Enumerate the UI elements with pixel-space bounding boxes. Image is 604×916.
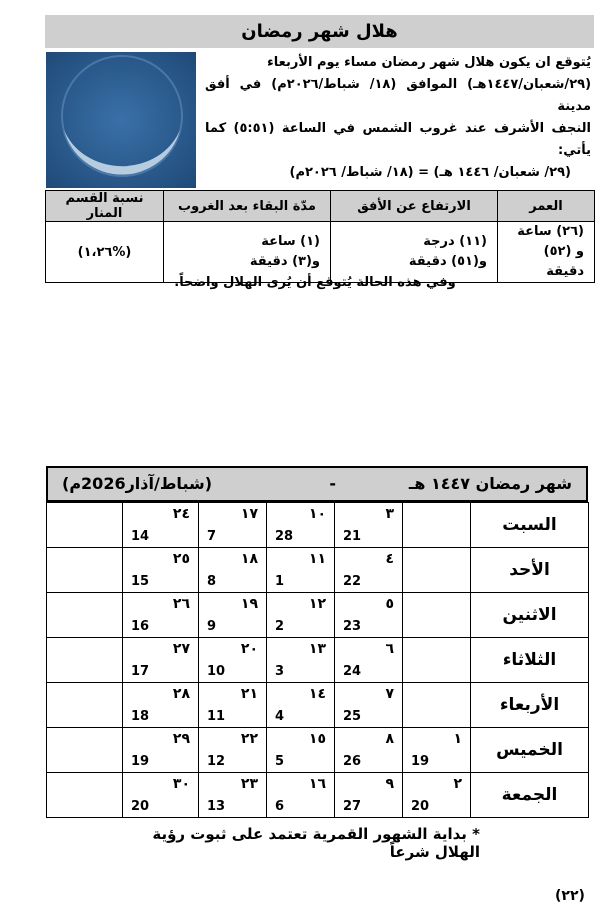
hijri-date: ٢٨ — [172, 686, 190, 702]
hijri-date: ٩ — [385, 776, 394, 792]
calendar-cell — [335, 593, 403, 638]
intro-line-3: النجف الأشرف عند غروب الشمس في الساعة (٥:٥١) كما يأتي: — [205, 121, 592, 158]
calendar-cell — [335, 683, 403, 728]
gregorian-date: 26 — [343, 754, 362, 769]
calendar-header-dash: - — [329, 474, 336, 493]
calendar-cell — [403, 683, 471, 728]
calendar-cell — [403, 728, 471, 773]
gregorian-date: 22 — [343, 574, 362, 589]
calendar-cell — [267, 593, 335, 638]
altitude-cell: (١١) درجة و(٥١) دقيقة — [331, 222, 498, 283]
calendar-cell — [335, 548, 403, 593]
calendar-grid — [46, 502, 589, 818]
gregorian-date: 3 — [275, 664, 285, 679]
hijri-date: ٢٤ — [172, 506, 190, 522]
hijri-date: ١ — [453, 731, 462, 747]
calendar-cell — [47, 548, 123, 593]
hijri-date: ٢٣ — [240, 776, 258, 792]
calendar-cell — [267, 548, 335, 593]
calendar-cell — [335, 773, 403, 818]
footnote: * بداية الشهور القمرية تعتمد على ثبوت رؤية الهلال شرعاً — [152, 825, 480, 861]
gregorian-date: 28 — [275, 529, 294, 544]
calendar-cell — [123, 773, 199, 818]
crescent-moon-image — [46, 52, 196, 188]
calendar-cell — [47, 503, 123, 548]
hijri-date: ٢ — [453, 776, 462, 792]
weekday-label: الأحد — [471, 548, 589, 593]
hijri-date: ١٤ — [308, 686, 326, 702]
calendar-cell — [267, 683, 335, 728]
calendar-cell — [199, 683, 267, 728]
table-row — [46, 222, 595, 283]
gregorian-date: 5 — [275, 754, 285, 769]
calendar-cell — [403, 638, 471, 683]
hijri-date: ١٩ — [240, 596, 258, 612]
calendar-row — [47, 638, 589, 683]
hijri-date: ١١ — [308, 551, 326, 567]
intro-line-4: (٢٩/ شعبان/ ١٤٤٦ هـ) = (١٨/ شباط/ ٢٠٢٦م) — [289, 165, 571, 180]
calendar-cell — [123, 728, 199, 773]
calendar-cell — [403, 548, 471, 593]
gregorian-date: 19 — [131, 754, 150, 769]
calendar-cell — [335, 638, 403, 683]
gregorian-date: 20 — [131, 799, 150, 814]
hijri-date: ٥ — [385, 596, 394, 612]
weekday-label: الثلاثاء — [471, 638, 589, 683]
hijri-date: ٢٢ — [240, 731, 258, 747]
gregorian-date: 12 — [207, 754, 226, 769]
calendar-cell — [199, 593, 267, 638]
header-duration: مدّة البقاء بعد الغروب — [164, 191, 331, 222]
hijri-date: ٣ — [385, 506, 394, 522]
calendar-cell — [267, 638, 335, 683]
calendar-cell — [403, 503, 471, 548]
calendar-cell — [199, 503, 267, 548]
hijri-date: ١٣ — [308, 641, 326, 657]
observation-table — [45, 190, 595, 283]
calendar-cell — [199, 548, 267, 593]
gregorian-date: 27 — [343, 799, 362, 814]
hijri-date: ٢٠ — [240, 641, 258, 657]
calendar-row — [47, 683, 589, 728]
gregorian-date: 10 — [207, 664, 226, 679]
gregorian-date: 20 — [411, 799, 430, 814]
gregorian-date: 25 — [343, 709, 362, 724]
header-age: العمر — [498, 191, 595, 222]
hijri-date: ١٨ — [240, 551, 258, 567]
header-altitude: الارتفاع عن الأفق — [331, 191, 498, 222]
gregorian-date: 13 — [207, 799, 226, 814]
hijri-date: ١٧ — [240, 506, 258, 522]
calendar-cell — [267, 503, 335, 548]
illumination-cell: (%١،٢٦) — [46, 222, 164, 283]
calendar-cell — [267, 773, 335, 818]
gregorian-date: 15 — [131, 574, 150, 589]
gregorian-date: 19 — [411, 754, 430, 769]
gregorian-date: 1 — [275, 574, 285, 589]
weekday-label: الجمعة — [471, 773, 589, 818]
hijri-date: ٧ — [385, 686, 394, 702]
calendar-cell — [123, 683, 199, 728]
gregorian-date: 21 — [343, 529, 362, 544]
calendar-month-title: شهر رمضان ١٤٤٧ هـ — [408, 474, 572, 493]
age-cell: (٢٦) ساعة و (٥٢) دقيقة — [498, 222, 595, 283]
hijri-date: ١٥ — [308, 731, 326, 747]
calendar-cell — [403, 593, 471, 638]
calendar-cell — [123, 503, 199, 548]
gregorian-date: 18 — [131, 709, 150, 724]
calendar-cell — [123, 638, 199, 683]
calendar-row — [47, 728, 589, 773]
hijri-date: ٢٥ — [172, 551, 190, 567]
intro-line-1: يُتوقع ان يكون هلال شهر رمضان مساء يوم الأربعاء — [267, 55, 591, 70]
page-number: (٢٢) — [555, 888, 585, 904]
calendar-row — [47, 548, 589, 593]
calendar-cell — [335, 503, 403, 548]
hijri-date: ١٢ — [308, 596, 326, 612]
gregorian-date: 17 — [131, 664, 150, 679]
page-title: هلال شهر رمضان — [45, 15, 594, 48]
table-header-row — [46, 191, 595, 222]
conclusion-text: وفي هذه الحالة يُتوقع أن يُرى الهلال واضحاً. — [174, 275, 456, 290]
duration-cell: (١) ساعة و(٣) دقيقة — [164, 222, 331, 283]
calendar-cell — [47, 728, 123, 773]
calendar-cell — [267, 728, 335, 773]
hijri-date: ٤ — [385, 551, 394, 567]
calendar-cell — [199, 773, 267, 818]
calendar-cell — [199, 728, 267, 773]
weekday-label: السبت — [471, 503, 589, 548]
hijri-date: ٢٦ — [172, 596, 190, 612]
calendar-cell — [199, 638, 267, 683]
hijri-date: ١٠ — [308, 506, 326, 522]
gregorian-date: 4 — [275, 709, 285, 724]
gregorian-date: 16 — [131, 619, 150, 634]
intro-line-2: (٢٩/شعبان/١٤٤٧هـ) الموافق (١٨/ شباط/٢٠٢٦م) في أفق مدينة — [205, 77, 592, 114]
calendar-cell — [335, 728, 403, 773]
calendar-cell — [47, 593, 123, 638]
calendar-cell — [47, 773, 123, 818]
gregorian-date: 2 — [275, 619, 285, 634]
gregorian-date: 6 — [275, 799, 285, 814]
gregorian-date: 24 — [343, 664, 362, 679]
calendar-cell — [123, 593, 199, 638]
calendar-row — [47, 773, 589, 818]
calendar-gregorian-title: (شباط/آذار2026م) — [62, 474, 213, 493]
hijri-date: ٢٧ — [172, 641, 190, 657]
hijri-date: ٢٩ — [172, 731, 190, 747]
calendar-row — [47, 593, 589, 638]
gregorian-date: 9 — [207, 619, 217, 634]
gregorian-date: 11 — [207, 709, 226, 724]
gregorian-date: 8 — [207, 574, 217, 589]
gregorian-date: 14 — [131, 529, 150, 544]
hijri-date: ٦ — [385, 641, 394, 657]
header-illumination: نسبة القسم المنار — [46, 191, 164, 222]
calendar-cell — [123, 548, 199, 593]
calendar-header — [46, 466, 588, 502]
gregorian-date: 23 — [343, 619, 362, 634]
hijri-date: ٢١ — [240, 686, 258, 702]
hijri-date: ١٦ — [308, 776, 326, 792]
calendar-cell — [47, 638, 123, 683]
hijri-date: ٨ — [385, 731, 394, 747]
calendar-cell — [47, 683, 123, 728]
weekday-label: الخميس — [471, 728, 589, 773]
intro-paragraph — [205, 52, 591, 184]
calendar-cell — [403, 773, 471, 818]
weekday-label: الاثنين — [471, 593, 589, 638]
gregorian-date: 7 — [207, 529, 217, 544]
weekday-label: الأربعاء — [471, 683, 589, 728]
calendar-row — [47, 503, 589, 548]
hijri-date: ٣٠ — [172, 776, 190, 792]
